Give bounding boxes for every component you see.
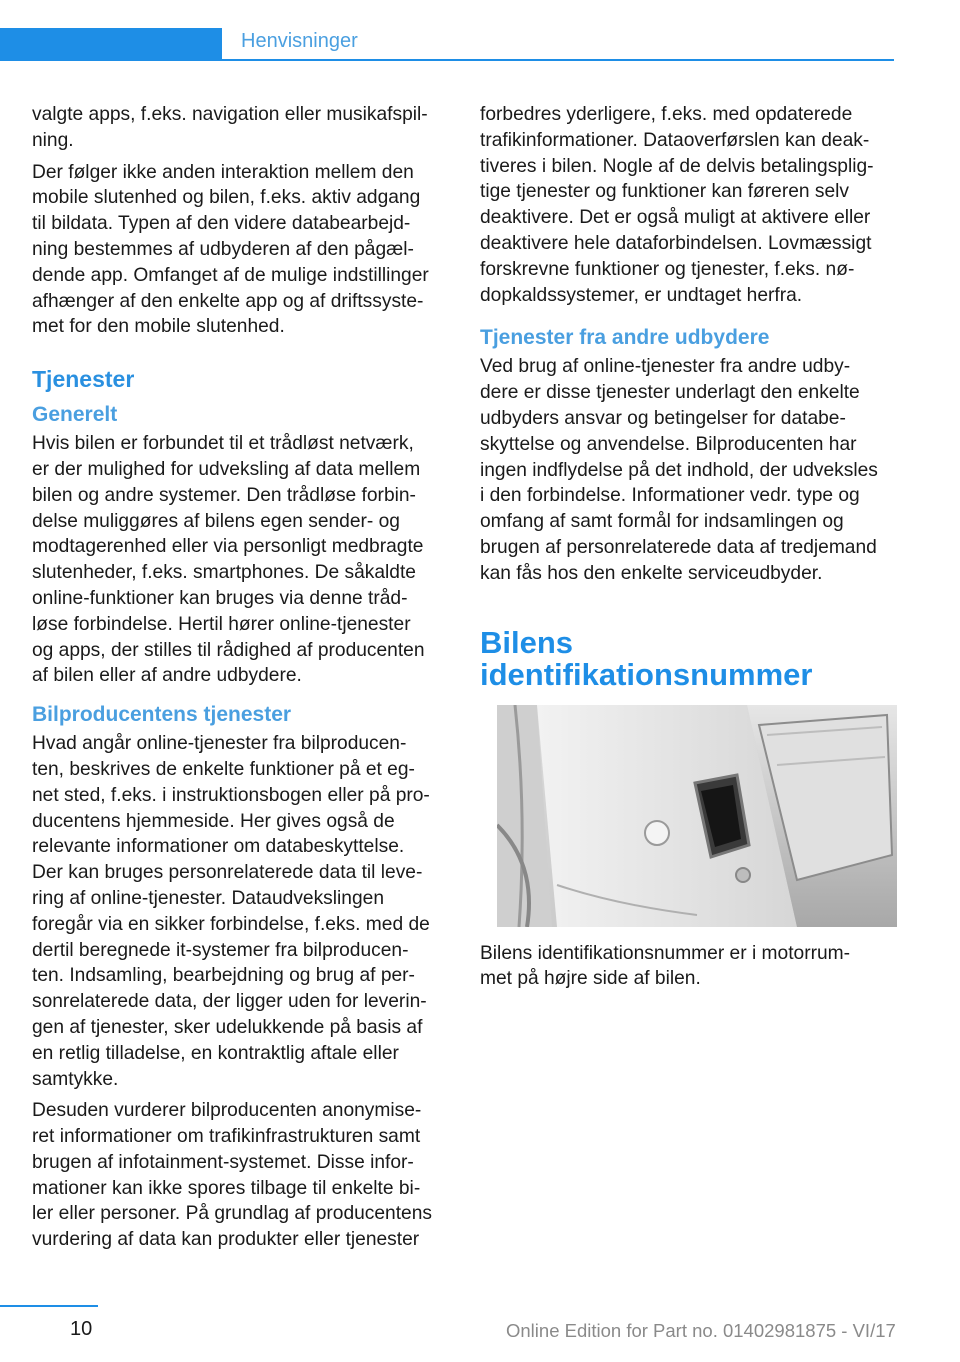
paragraph-apps: valgte apps, f.eks. navigation eller musikafspil- ning.	[32, 104, 428, 151]
heading-tjenester: Tjenester	[32, 366, 135, 393]
header-title: Henvisninger	[241, 30, 358, 52]
paragraph-interaction: Der følger ikke anden interaktion mellem den mobile slutenhed og bilen, f.eks. aktiv adgang til bildata. Typen af den videre databearbejd- ning bestemmes af udbyderen af den pågæl- dende app. Omfanget af de mulige indstillinger afhænger af den enkelte app og af driftssyste- met for den mobile slutenhed.	[32, 161, 429, 338]
paragraph-bilproducent: Hvad angår online-tjenester fra bilproducen- ten, beskrives de enkelte funktioner på et eg- net sted, f.eks. i instruktionsbogen eller på pro- ducentens hjemmeside. Her gives også de relevante informationer om databeskyttelse. Der kan bruges personrelaterede data til leve- ring af online-tjenester. Dataudvekslingen foregår via en sikker forbindelse, f.eks. med de dertil beregnede it-systemer fra bilproducen- ten. Indsamling, bearbejdning og brug af per- sonrelaterede data, der ligger uden for leverin- gen af tjenester, sker udelukkende på basis af en retlig tilladelse, en kontraktlig aftale eller samtykke.	[32, 733, 430, 1090]
edition-footer: Online Edition for Part no. 01402981875 - VI/17	[506, 1320, 896, 1341]
paragraph-andre-udbydere: Ved brug af online-tjenester fra andre udby- dere er disse tjenester underlagt den enkelte udbyders ansvar og betingelser for databe- skyttelse og anvendelse. Bilproducenten har ingen indflydelse på det indhold, der udveksles i den forbindelse. Informationer vedr. type og omfang af samt formål for indsamlingen og brugen af personrelaterede data af tredjemand kan fås hos den enkelte serviceudbyder.	[480, 356, 878, 584]
left-column	[32, 102, 450, 1259]
header-accent-bar	[0, 28, 222, 61]
header-rule	[222, 59, 894, 61]
heading-andre-udbydere: Tjenester fra andre udbydere	[480, 326, 770, 350]
paragraph-desuden: Desuden vurderer bilproducenten anonymise- ret informationer om trafikinfrastrukturen samt brugen af infotainment-systemet. Disse infor- mationer kan ikke spores tilbage til enkelte bi- ler eller personer. På grundlag af producentens vurdering af data kan produkter eller tjenester	[32, 1100, 432, 1251]
engine-bay-photo	[497, 705, 897, 927]
photo-caption: Bilens identifikationsnummer er i motorrum- met på højre side af bilen.	[480, 942, 851, 990]
footer-rule	[0, 1305, 98, 1307]
paragraph-continued: forbedres yderligere, f.eks. med opdaterede trafikinformationer. Dataoverførslen kan deak- tiveres i bilen. Nogle af de delvis betalingsplig- tige tjenester og funktioner kan føreren selv deaktivere. Det er også muligt at aktivere eller deaktivere hele dataforbindelsen. Lovmæssigt forskrevne funktioner og tjenester, f.eks. nø- dopkaldssystemer, er undtaget herfra.	[480, 104, 874, 306]
right-column	[480, 102, 898, 998]
page-number: 10	[70, 1318, 93, 1340]
heading-vin: Bilens identifikationsnummer	[480, 624, 813, 692]
paragraph-generelt: Hvis bilen er forbundet til et trådløst netværk, er der mulighed for udveksling af data mellem bilen og andre systemer. Den trådløse forbin- delse muliggøres af bilens egen sender- og modtagerenhed eller via personligt medbragte slutenheder, f.eks. smartphones. De såkaldte online-funktioner kan bruges via denne tråd- løse forbindelse. Hertil hører online-tjenester og apps, der stilles til rådighed af producenten af bilen eller af andre udbydere.	[32, 433, 425, 687]
heading-bilproducent: Bilproducentens tjenester	[32, 703, 292, 727]
heading-generelt: Generelt	[32, 403, 118, 427]
